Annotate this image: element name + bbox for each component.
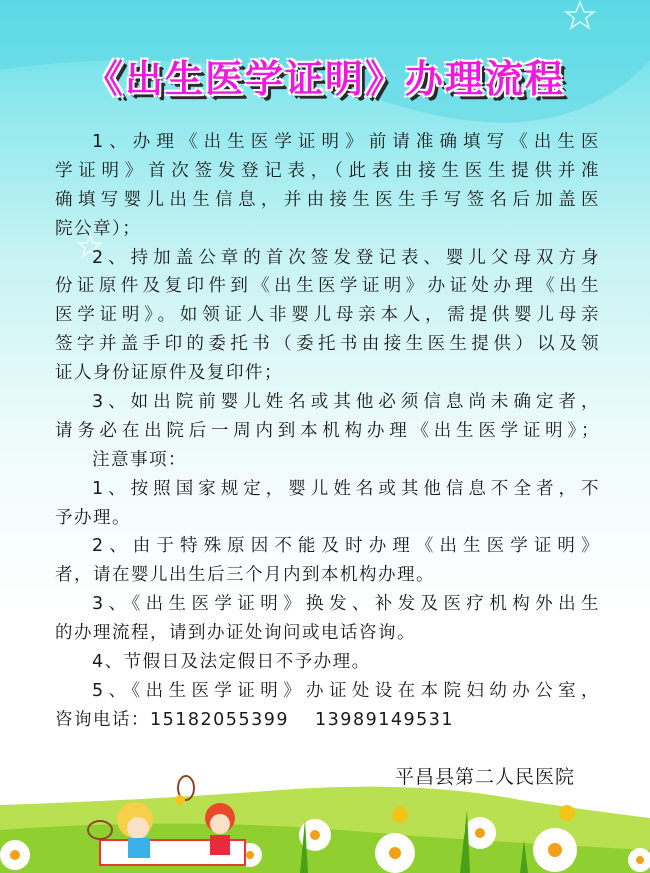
text-line: 者，请在婴儿出生后三个月内到本机构办理。 <box>55 565 435 586</box>
text-line: 3、如出院前婴儿姓名或其他必须信息尚未确定者， <box>92 392 600 413</box>
text-line: 1、按照国家规定，婴儿姓名或其他信息不全者，不 <box>92 478 600 499</box>
text-line: 4、节假日及法定假日不予办理。 <box>92 652 371 673</box>
text-line: 5、《出生医学证明》办证处设在本院妇幼办公室， <box>92 680 600 701</box>
text-line: 证人身份证原件及复印件； <box>55 363 283 384</box>
notes-heading: 注意事项： <box>92 449 187 470</box>
procedure-text <box>55 128 600 735</box>
text-line: 予办理。 <box>55 507 131 528</box>
text-line: 签字并盖手印的委托书（委托书由接生医生提供）以及领 <box>55 334 600 355</box>
text-line: 3、《出生医学证明》换发、补发及医疗机构外出生 <box>92 594 600 615</box>
text-line: 2、持加盖公章的首次签发登记表、婴儿父母双方身 <box>92 247 600 268</box>
text-line: 医学证明》。如领证人非婴儿母亲本人，需提供婴儿母亲 <box>55 305 600 326</box>
hospital-name: 平昌县第二人民医院 <box>395 766 576 788</box>
text-line: 请务必在出院后一周内到本机构办理《出生医学证明》； <box>55 420 600 441</box>
text-line: 的办理流程，请到办证处询问或电话咨询。 <box>55 623 416 644</box>
text-line: 院公章）； <box>55 218 142 239</box>
page-title: 《出生医学证明》办理流程 <box>84 57 565 101</box>
text-line: 份证原件及复印件到《出生医学证明》办证处办理《出生 <box>55 276 600 297</box>
contact-phone: 咨询电话：15182055399 13989149531 <box>55 709 455 730</box>
text-line: 2、由于特殊原因不能及时办理《出生医学证明》 <box>92 536 600 557</box>
text-line: 学证明》首次签发登记表，（此表由接生医生提供并准 <box>55 160 600 181</box>
text-line: 确填写婴儿出生信息，并由接生医生手写签名后加盖医 <box>55 189 600 210</box>
text-line: 1、办理《出生医学证明》前请准确填写《出生医 <box>92 132 600 152</box>
